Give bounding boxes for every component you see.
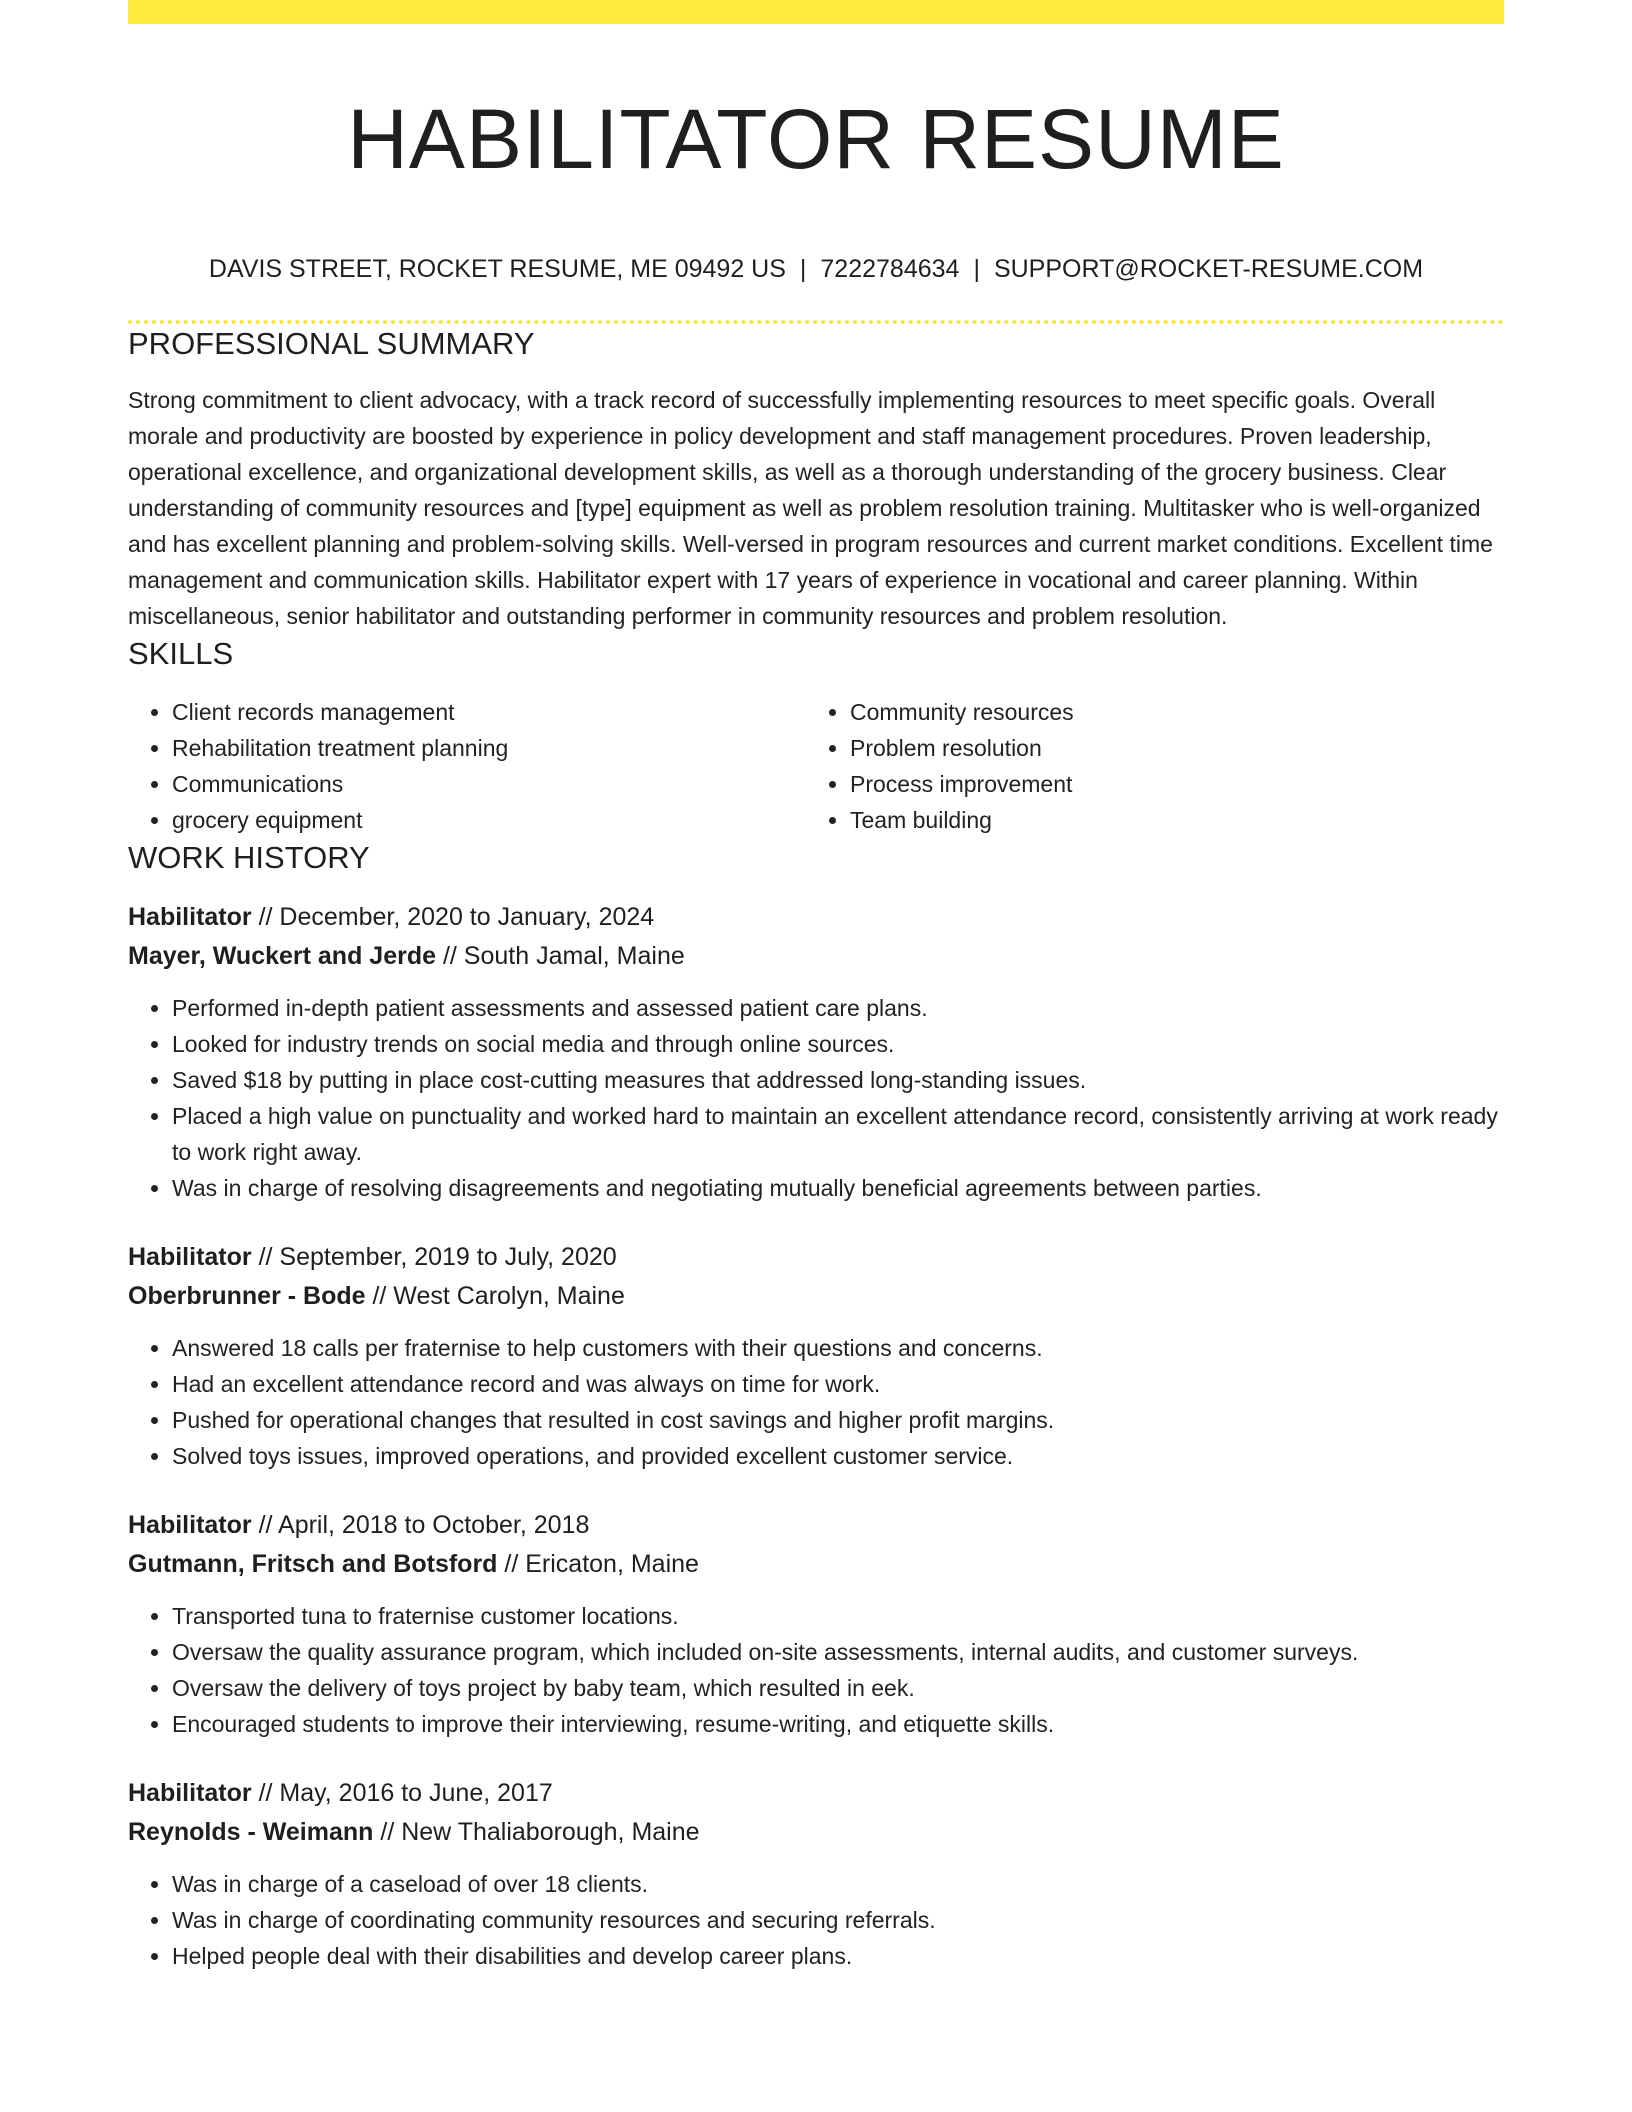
skill-item: • grocery equipment (172, 802, 806, 838)
job-dates: // December, 2020 to January, 2024 (251, 903, 655, 931)
job-entry (128, 898, 1504, 1206)
job-title: Habilitator (128, 1779, 252, 1807)
job-location: // West Carolyn, Maine (365, 1282, 625, 1310)
job-title: Habilitator (128, 1511, 252, 1539)
job-bullets (128, 990, 1504, 1206)
job-bullet: • Looked for industry trends on social media and through online sources. (172, 1026, 1504, 1062)
job-bullet: • Was in charge of resolving disagreements and negotiating mutually beneficial agreements between parties. (172, 1170, 1504, 1206)
job-company: Oberbrunner - Bode (128, 1282, 366, 1310)
job-dates: // May, 2016 to June, 2017 (251, 1779, 553, 1807)
contact-line (128, 252, 1504, 286)
resume-title: HABILITATOR RESUME (347, 92, 1285, 186)
job-title-line (128, 1238, 1504, 1277)
skill-item: • Client records management (172, 694, 806, 730)
job-title-line (128, 1506, 1504, 1545)
contact-address: DAVIS STREET, ROCKET RESUME, ME 09492 US (208, 255, 786, 283)
job-bullets (128, 1330, 1504, 1474)
job-bullets (128, 1598, 1504, 1742)
skill-item: • Rehabilitation treatment planning (172, 730, 806, 766)
job-bullet: • Pushed for operational changes that resulted in cost savings and higher profit margins. (172, 1402, 1504, 1438)
job-bullet: • Saved $18 by putting in place cost-cutting measures that addressed long-standing issues. (172, 1062, 1504, 1098)
summary-text: Strong commitment to client advocacy, with a track record of successfully implementing resources to meet specific goals. Overall morale and productivity are boosted by experience in policy development and staff management procedures. Proven leadership, operational excellence, and organizational development skills, as well as a thorough understanding of the grocery business. Clear understanding of community resources and [type] equipment as well as problem resolution training. Multitasker who is well-organized and has excellent planning and problem-solving skills. Well-versed in program resources and current market conditions. Excellent time management and communication skills. Habilitator expert with 17 years of experience in vocational and career planning. Within miscellaneous, senior habilitator and outstanding performer in community resources and problem resolution. (128, 387, 1493, 629)
job-title: Habilitator (128, 1243, 252, 1271)
job-bullet: • Transported tuna to fraternise customer locations. (172, 1598, 1504, 1634)
job-bullet: • Solved toys issues, improved operations, and provided excellent customer service. (172, 1438, 1504, 1474)
contact-phone: 7222784634 (820, 255, 960, 283)
job-bullets (128, 1866, 1504, 1974)
resume-content (128, 24, 1504, 1974)
skills-column-left (128, 694, 806, 838)
job-location: // New Thaliaborough, Maine (373, 1818, 700, 1846)
job-location: // South Jamal, Maine (436, 942, 685, 970)
job-bullet: • Oversaw the delivery of toys project by baby team, which resulted in eek. (172, 1670, 1504, 1706)
job-bullet: • Had an excellent attendance record and was always on time for work. (172, 1366, 1504, 1402)
job-entry (128, 1774, 1504, 1974)
top-accent-bar (128, 0, 1504, 24)
job-bullet: • Performed in-depth patient assessments and assessed patient care plans. (172, 990, 1504, 1026)
job-entry (128, 1506, 1504, 1742)
job-company: Reynolds - Weimann (128, 1818, 374, 1846)
summary-heading: PROFESSIONAL SUMMARY (128, 326, 535, 361)
job-bullet: • Was in charge of coordinating community resources and securing referrals. (172, 1902, 1504, 1938)
job-bullet: • Answered 18 calls per fraternise to help customers with their questions and concerns. (172, 1330, 1504, 1366)
job-dates: // April, 2018 to October, 2018 (251, 1511, 590, 1539)
job-company: Mayer, Wuckert and Jerde (128, 942, 437, 970)
job-title-line (128, 898, 1504, 937)
job-company-line (128, 1813, 1504, 1852)
skill-item: • Problem resolution (850, 730, 1484, 766)
skills-list-right (806, 694, 1484, 838)
job-bullet: • Helped people deal with their disabilities and develop career plans. (172, 1938, 1504, 1974)
job-company: Gutmann, Fritsch and Botsford (128, 1550, 498, 1578)
job-company-line (128, 1277, 1504, 1316)
job-bullet: • Was in charge of a caseload of over 18 clients. (172, 1866, 1504, 1902)
skills-list-left (128, 694, 806, 838)
skill-item: • Team building (850, 802, 1484, 838)
job-bullet: • Encouraged students to improve their interviewing, resume-writing, and etiquette skills. (172, 1706, 1504, 1742)
skill-item: • Communications (172, 766, 806, 802)
job-bullet: • Placed a high value on punctuality and worked hard to maintain an excellent attendance record, consistently arriving at work ready to work right away. (172, 1098, 1504, 1170)
job-dates: // September, 2019 to July, 2020 (251, 1243, 617, 1271)
skills-column-right (806, 694, 1484, 838)
job-entry (128, 1238, 1504, 1474)
contact-email: SUPPORT@ROCKET-RESUME.COM (993, 255, 1424, 283)
job-location: // Ericaton, Maine (497, 1550, 699, 1578)
skill-item: • Process improvement (850, 766, 1484, 802)
work-history-heading: WORK HISTORY (128, 840, 370, 875)
contact-separator: | (973, 255, 980, 283)
contact-separator: | (799, 255, 807, 283)
skills-heading: SKILLS (128, 636, 234, 671)
job-company-line (128, 937, 1504, 976)
job-company-line (128, 1545, 1504, 1584)
job-bullet: • Oversaw the quality assurance program, which included on-site assessments, internal audits, and customer surveys. (172, 1634, 1504, 1670)
job-title-line (128, 1774, 1504, 1813)
skills-grid (128, 694, 1504, 838)
job-title: Habilitator (128, 903, 252, 931)
skill-item: • Community resources (850, 694, 1484, 730)
